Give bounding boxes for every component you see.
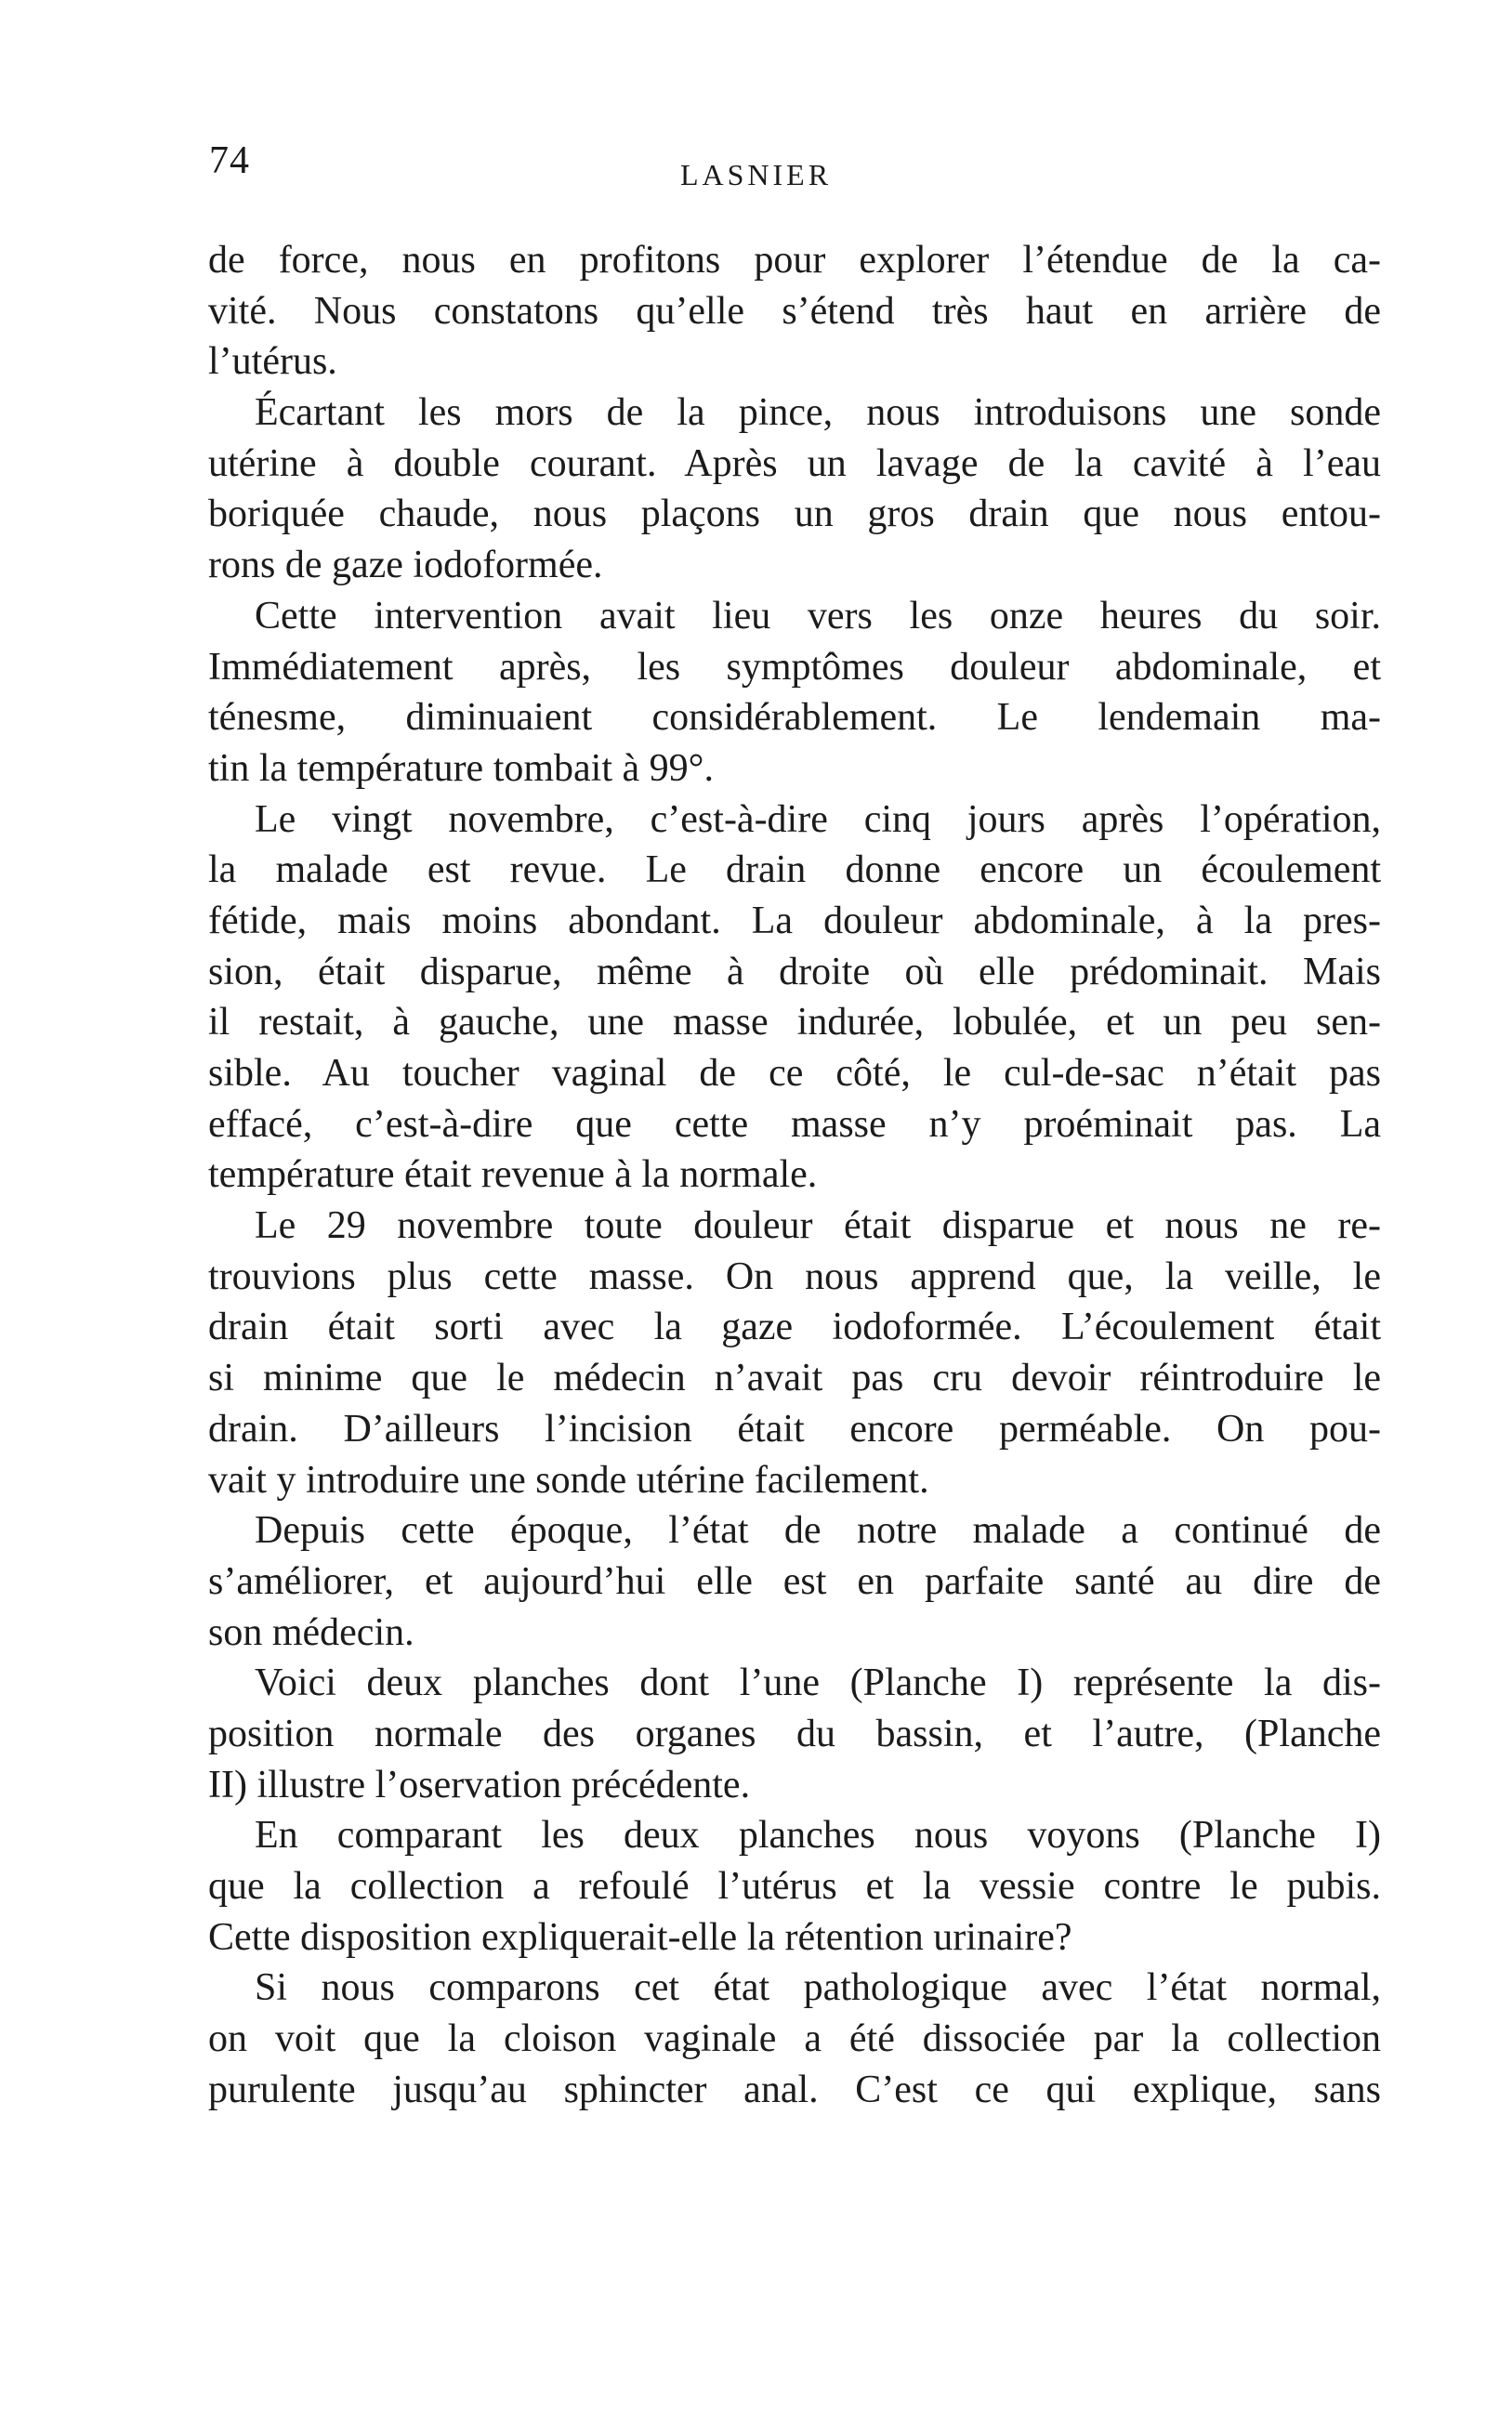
text-line: effacé, c’est-à-dire que cette masse n’y proéminait pas. La — [208, 1102, 1381, 1146]
text-line: Cette intervention avait lieu vers les onze heures du soir. — [255, 594, 1381, 637]
paragraph — [208, 1810, 1381, 1963]
text-line: drain. D’ailleurs l’incision était encore perméable. On pou- — [208, 1407, 1381, 1451]
text-line: il restait, à gauche, une masse indurée, lobulée, et un peu sen- — [208, 1001, 1381, 1044]
paragraph — [208, 1963, 1381, 2115]
text-line: si minime que le médecin n’avait pas cru devoir réintroduire le — [208, 1357, 1381, 1400]
text-line: utérine à double courant. Après un lavage de la cavité à l’eau — [208, 441, 1381, 485]
paragraph — [208, 235, 1381, 387]
text-line: rons de gaze iodoformée. — [208, 544, 603, 587]
paragraph — [208, 1505, 1381, 1658]
text-line: vité. Nous constatons qu’elle s’étend très haut en arrière de — [208, 289, 1381, 333]
text-line: de force, nous en profitons pour explorer l’étendue de la ca- — [208, 239, 1381, 282]
text-line: trouvions plus cette masse. On nous apprend que, la veille, le — [208, 1254, 1381, 1298]
text-line: Depuis cette époque, l’état de notre malade a continué de — [255, 1509, 1381, 1553]
text-line: température était revenue à la normale. — [208, 1153, 818, 1197]
text-line: Immédiatement après, les symptômes douleur abdominale, et — [208, 645, 1381, 689]
text-line: tin la température tombait à 99°. — [208, 746, 714, 790]
text-line: son médecin. — [208, 1610, 414, 1654]
text-line: Voici deux planches dont l’une (Planche I) représente la dis- — [255, 1662, 1381, 1705]
text-line: En comparant les deux planches nous voyons (Planche I) — [255, 1814, 1381, 1858]
text-line: Cette disposition expliquerait-elle la rétention urinaire? — [208, 1915, 1072, 1959]
text-line: fétide, mais moins abondant. La douleur abdominale, à la pres- — [208, 899, 1381, 942]
text-line: on voit que la cloison vaginale a été dissociée par la collection — [208, 2017, 1381, 2061]
text-line: ténesme, diminuaient considérablement. Le lendemain ma- — [208, 696, 1381, 740]
text-line: s’améliorer, et aujourd’hui elle est en parfaite santé au dire de — [208, 1559, 1381, 1603]
page-number: 74 — [209, 139, 250, 182]
text-line: Le 29 novembre toute douleur était disparue et nous ne re- — [255, 1204, 1381, 1248]
running-title: LASNIER — [679, 158, 833, 191]
text-line: II) illustre l’oservation précédente. — [208, 1763, 751, 1806]
text-line: sible. Au toucher vaginal de ce côté, le cul-de-sac n’était pas — [208, 1052, 1381, 1095]
paragraph — [208, 1201, 1381, 1505]
paragraph — [208, 1658, 1381, 1810]
text-line: drain était sorti avec la gaze iodoformée. L’écoulement était — [208, 1306, 1381, 1349]
text-line: purulente jusqu’au sphincter anal. C’est ce qui explique, sans — [208, 2068, 1381, 2111]
paragraph — [208, 387, 1381, 591]
paragraph — [208, 795, 1381, 1202]
text-line: Si nous comparons cet état pathologique avec l’état normal, — [255, 1966, 1381, 2010]
text-line: sion, était disparue, même à droite où elle prédominait. Mais — [208, 950, 1381, 993]
text-line: la malade est revue. Le drain donne encore un écoulement — [208, 848, 1381, 892]
text-line: Le vingt novembre, c’est-à-dire cinq jours après l’opération, — [255, 797, 1381, 841]
text-line: que la collection a refoulé l’utérus et la vessie contre le pubis. — [208, 1865, 1381, 1908]
text-line: l’utérus. — [208, 340, 337, 384]
body-text — [208, 235, 1381, 2115]
text-line: boriquée chaude, nous plaçons un gros drain que nous entou- — [208, 493, 1381, 536]
text-line: vait y introduire une sonde utérine facilement. — [208, 1458, 929, 1502]
text-line: position normale des organes du bassin, et l’autre, (Planche — [208, 1712, 1381, 1755]
paragraph — [208, 591, 1381, 795]
text-line: Écartant les mors de la pince, nous introduisons une sonde — [255, 391, 1381, 435]
